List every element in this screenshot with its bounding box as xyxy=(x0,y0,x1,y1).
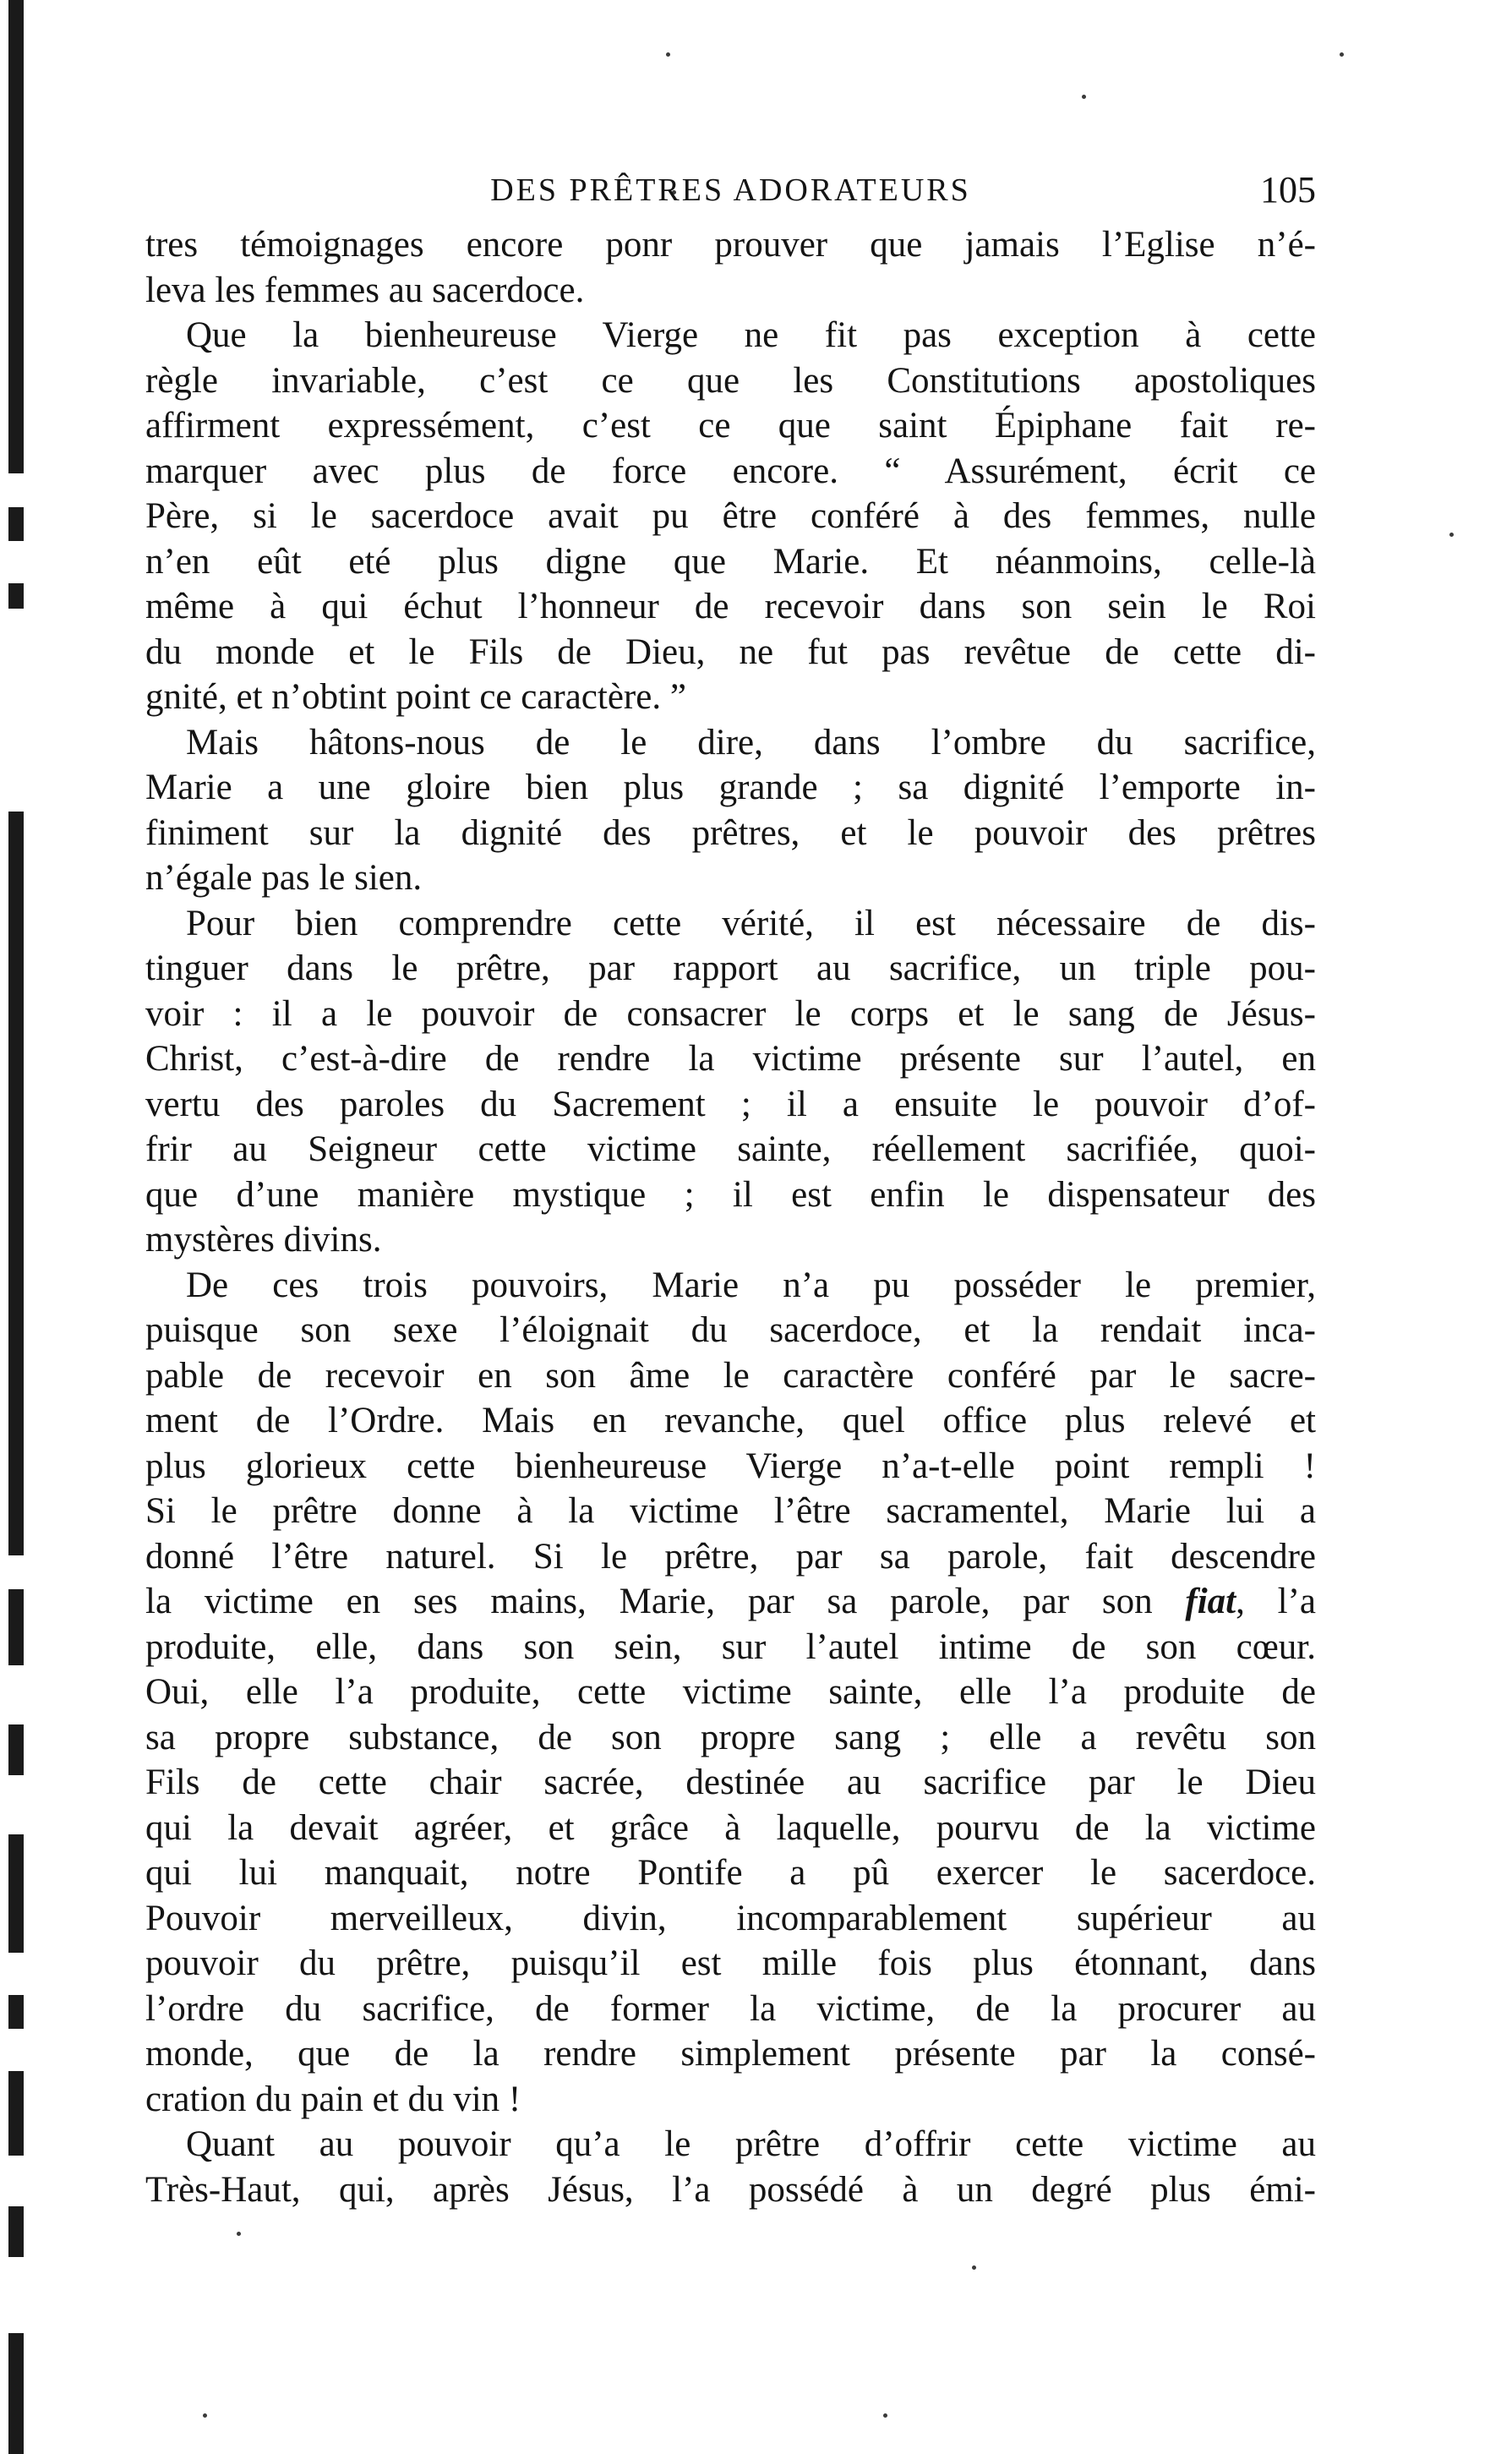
paragraph xyxy=(145,2122,1316,2212)
text-line: ment de l’Ordre. Mais en revanche, quel office plus relevé et xyxy=(145,1401,1316,1440)
text-line: la victime en ses mains, Marie, par sa parole, par son fiat, l’a xyxy=(145,1582,1316,1621)
emphasis-word: fiat xyxy=(1185,1582,1236,1621)
text-line: puisque son sexe l’éloignait du sacerdoce, et la rendait inca- xyxy=(145,1310,1316,1350)
running-head xyxy=(145,165,1316,216)
text-line: finiment sur la dignité des prêtres, et le pouvoir des prêtres xyxy=(145,812,1316,853)
paper-speck xyxy=(1449,533,1454,537)
text-line: cration du pain et du vin ! xyxy=(145,2079,521,2119)
paragraph xyxy=(145,901,1316,1263)
binding-shadow xyxy=(8,507,24,541)
text-line: donné l’être naturel. Si le prêtre, par sa parole, fait descendre xyxy=(145,1536,1316,1577)
paragraph xyxy=(145,720,1316,901)
running-title: DES PRÊTRES ADORATEURS xyxy=(490,172,971,208)
text-line: pouvoir du prêtre, puisqu’il est mille fois plus étonnant, dans xyxy=(145,1943,1316,1983)
text-line: produite, elle, dans son sein, sur l’autel intime de son cœur. xyxy=(145,1626,1316,1667)
text-line: Père, si le sacerdoce avait pu être conféré à des femmes, nulle xyxy=(145,496,1316,536)
paper-speck xyxy=(1082,95,1086,99)
binding-shadow xyxy=(8,2333,24,2454)
text-line: sa propre substance, de son propre sang ; elle a revêtu son xyxy=(145,1717,1316,1757)
page-number: 105 xyxy=(1260,169,1316,210)
text-line: frir au Seigneur cette victime sainte, réellement sacrifiée, quoi- xyxy=(145,1129,1316,1169)
text-line: mystères divins. xyxy=(145,1220,382,1260)
text-line: Très-Haut, qui, après Jésus, l’a possédé à un degré plus émi- xyxy=(145,2169,1316,2210)
paper-speck xyxy=(203,2413,207,2418)
text-line: leva les femmes au sacerdoce. xyxy=(145,270,585,310)
text-line: vertu des paroles du Sacrement ; il a ensuite le pouvoir d’of- xyxy=(145,1084,1316,1124)
text-line: que d’une manière mystique ; il est enfin le dispensateur des xyxy=(145,1174,1316,1215)
paper-speck xyxy=(1340,52,1344,57)
text-line: Pour bien comprendre cette vérité, il est nécessaire de dis- xyxy=(186,903,1316,943)
text-line: gnité, et n’obtint point ce caractère. ” xyxy=(145,677,686,717)
paper-speck xyxy=(237,2232,241,2236)
text-line: affirment expressément, c’est ce que saint Épiphane fait re- xyxy=(145,406,1316,445)
text-line: Mais hâtons-nous de le dire, dans l’ombre du sacrifice, xyxy=(186,722,1316,762)
text-line: monde, que de la rendre simplement présente par la consé- xyxy=(145,2034,1316,2074)
text-line: Que la bienheureuse Vierge ne fit pas exception à cette xyxy=(186,315,1316,355)
binding-shadow xyxy=(8,583,24,609)
text-line: marquer avec plus de force encore. “ Assurément, écrit ce xyxy=(145,451,1316,491)
text-line: Pouvoir merveilleux, divin, incomparablement supérieur au xyxy=(145,1898,1316,1938)
text-line: De ces trois pouvoirs, Marie n’a pu posséder le premier, xyxy=(186,1265,1316,1305)
text-line: règle invariable, c’est ce que les Constitutions apostoliques xyxy=(145,360,1316,401)
binding-shadow xyxy=(8,1589,24,1665)
text-line: du monde et le Fils de Dieu, ne fut pas revêtue de cette di- xyxy=(145,631,1316,672)
text-line: Oui, elle l’a produite, cette victime sainte, elle l’a produite de xyxy=(145,1672,1316,1712)
book-page xyxy=(145,165,1316,2212)
paragraph xyxy=(145,222,1316,313)
binding-shadow xyxy=(8,1995,24,2029)
binding-shadow xyxy=(8,2206,24,2257)
binding-shadow xyxy=(8,1834,24,1953)
binding-shadow xyxy=(8,812,24,1555)
text-line: Marie a une gloire bien plus grande ; sa dignité l’emporte in- xyxy=(145,768,1316,807)
text-line: n’égale pas le sien. xyxy=(145,858,423,898)
text-line: plus glorieux cette bienheureuse Vierge n’a-t-elle point rempli ! xyxy=(145,1446,1316,1486)
binding-shadow xyxy=(8,2071,24,2156)
binding-edge xyxy=(0,0,35,2454)
text-line: Fils de cette chair sacrée, destinée au sacrifice par le Dieu xyxy=(145,1763,1316,1802)
text-line: n’en eût eté plus digne que Marie. Et néanmoins, celle-là xyxy=(145,541,1316,582)
body-text xyxy=(145,222,1316,2212)
text-line: même à qui échut l’honneur de recevoir dans son sein le Roi xyxy=(145,587,1316,626)
paragraph xyxy=(145,1263,1316,2123)
text-line: qui lui manquait, notre Pontife a pû exercer le sacerdoce. xyxy=(145,1853,1316,1893)
text-line: qui la devait agréer, et grâce à laquelle, pourvu de la victime xyxy=(145,1807,1316,1848)
text-line: l’ordre du sacrifice, de former la victime, de la procurer au xyxy=(145,1988,1316,2029)
text-line: Christ, c’est-à-dire de rendre la victime présente sur l’autel, en xyxy=(145,1039,1316,1079)
paper-speck xyxy=(972,2265,976,2270)
binding-shadow xyxy=(8,0,24,473)
text-line: tres témoignages encore ponr prouver que jamais l’Eglise n’é- xyxy=(145,225,1316,265)
paper-speck xyxy=(883,2413,887,2418)
paper-speck xyxy=(666,52,670,57)
paragraph xyxy=(145,313,1316,720)
text-line: voir : il a le pouvoir de consacrer le corps et le sang de Jésus- xyxy=(145,993,1316,1034)
binding-shadow xyxy=(8,1724,24,1775)
text-line: pable de recevoir en son âme le caractère conféré par le sacre- xyxy=(145,1355,1316,1396)
text-line: tinguer dans le prêtre, par rapport au sacrifice, un triple pou- xyxy=(145,948,1316,988)
text-line: Quant au pouvoir qu’a le prêtre d’offrir cette victime au xyxy=(186,2124,1316,2164)
text-line: Si le prêtre donne à la victime l’être sacramentel, Marie lui a xyxy=(145,1491,1316,1531)
